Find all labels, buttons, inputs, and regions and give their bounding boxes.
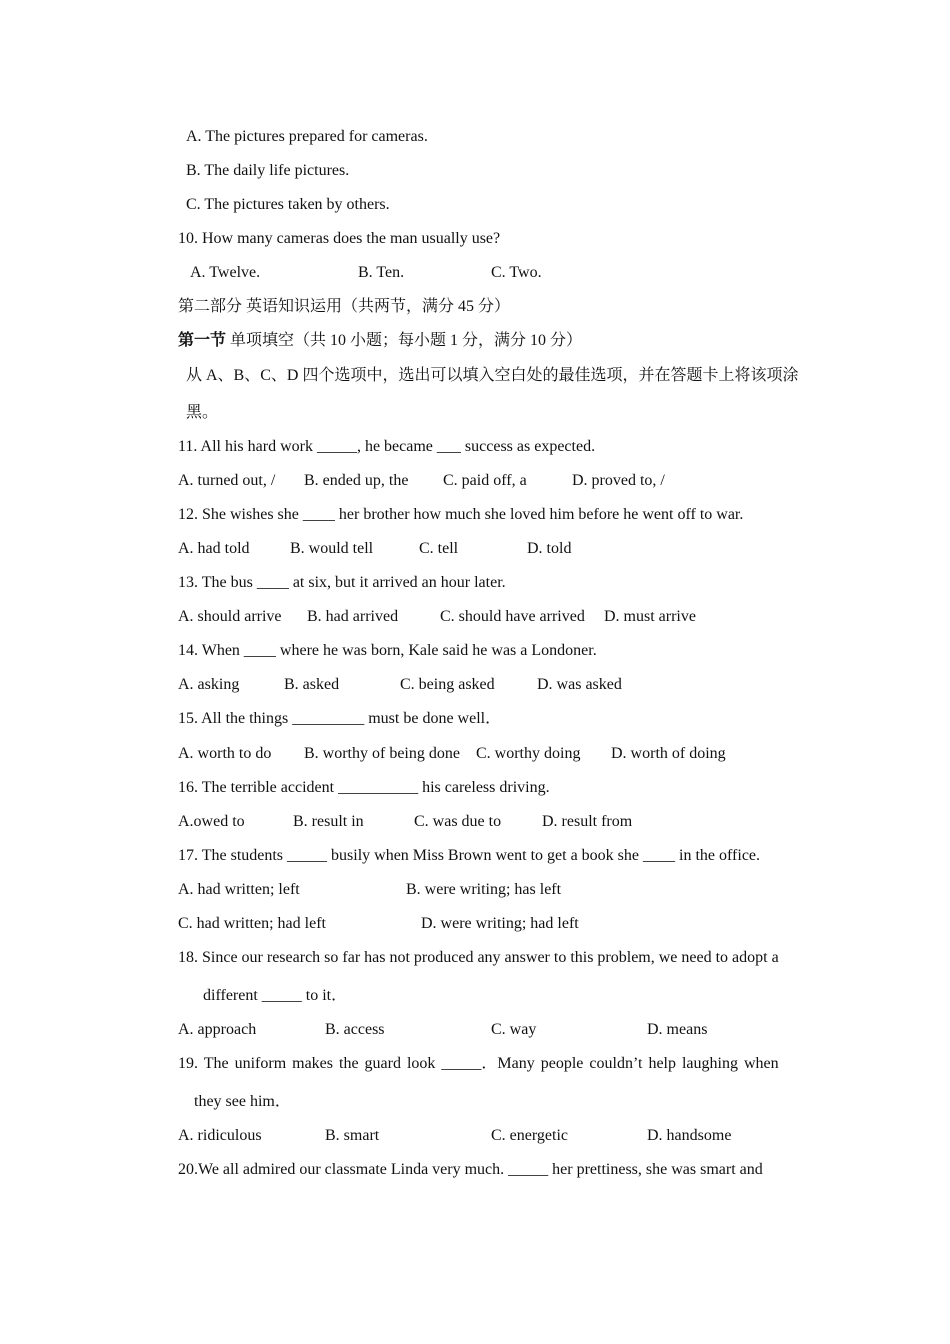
q20-stem: 20.We all admired our classmate Linda very much. _____ her prettiness, she was smart and [178,1161,763,1178]
q15-option-a: A. worth to do [178,745,272,762]
q10-option-c: C. Two. [491,264,542,281]
q14-option-d: D. was asked [537,676,622,693]
q10-stem: 10. How many cameras does the man usually use? [178,230,501,247]
q17-option-a: A. had written; left [178,881,300,898]
instruction-line-1: 从 A、B、C、D 四个选项中，选出可以填入空白处的最佳选项，并在答题卡上将该项涂 [186,367,799,384]
q16-option-c: C. was due to [414,813,502,830]
q14-option-b: B. asked [284,676,340,693]
q17-option-d: D. were writing; had left [421,915,579,932]
q15-stem: 15. All the things _________ must be done well． [178,710,502,727]
q14-option-a: A. asking [178,676,240,693]
q18-stem-cont: different _____ to it． [203,987,348,1004]
q17-stem: 17. The students _____ busily when Miss Brown went to get a book she ____ in the office. [178,847,761,864]
q12-option-a: A. had told [178,540,250,557]
q12-option-d: D. told [527,540,572,557]
q9-option-a: A. The pictures prepared for cameras. [186,128,428,145]
q16-option-a: A.owed to [178,813,245,830]
q12-option-c: C. tell [419,540,459,557]
q13-option-a: A. should arrive [178,608,282,625]
q13-stem: 13. The bus ____ at six, but it arrived an hour later. [178,574,506,591]
q16-stem: 16. The terrible accident __________ his careless driving. [178,779,550,796]
q16-option-d: D. result from [542,813,633,830]
q11-option-c: C. paid off, a [443,472,527,489]
q19-stem-cont: they see him． [194,1093,291,1110]
q14-stem: 14. When ____ where he was born, Kale said he was a Londoner. [178,642,597,659]
q13-option-b: B. had arrived [307,608,399,625]
q18-option-d: D. means [647,1021,708,1038]
q18-option-b: B. access [325,1021,385,1038]
q18-option-c: C. way [491,1021,537,1038]
part2-title: 第二部分 英语知识运用（共两节，满分 45 分） [178,298,511,315]
q11-option-b: B. ended up, the [304,472,409,489]
q13-option-d: D. must arrive [604,608,696,625]
instruction-line-2: 黑。 [186,404,219,421]
q15-option-b: B. worthy of being done [304,745,460,762]
q9-option-c: C. The pictures taken by others. [186,196,390,213]
q10-option-a: A. Twelve. [190,264,261,281]
q11-option-d: D. proved to, / [572,472,665,489]
q17-option-b: B. were writing; has left [406,881,562,898]
q14-option-c: C. being asked [400,676,495,693]
q19-option-b: B. smart [325,1127,380,1144]
q9-option-b: B. The daily life pictures. [186,162,350,179]
section1-label: 第一节 [178,332,227,349]
section1-heading [178,331,582,351]
q12-stem: 12. She wishes she ____ her brother how much she loved him before he went off to war. [178,506,744,523]
q19-option-a: A. ridiculous [178,1127,262,1144]
q12-option-b: B. would tell [290,540,374,557]
q10-option-b: B. Ten. [358,264,405,281]
q16-option-b: B. result in [293,813,364,830]
q18-stem: 18. Since our research so far has not produced any answer to this problem, we need to adopt a [178,949,779,966]
q19-option-d: D. handsome [647,1127,732,1144]
q11-option-a: A. turned out, / [178,472,276,489]
section1-desc: 单项填空（共 10 小题；每小题 1 分，满分 10 分） [230,332,583,349]
q15-option-d: D. worth of doing [611,745,726,762]
q15-option-c: C. worthy doing [476,745,581,762]
q19-stem: 19. The uniform makes the guard look _____．Many people couldn’t help laughing when [178,1055,779,1072]
q13-option-c: C. should have arrived [440,608,585,625]
q18-option-a: A. approach [178,1021,257,1038]
q19-option-c: C. energetic [491,1127,569,1144]
q11-stem: 11. All his hard work _____, he became ___ success as expected. [178,438,596,455]
q17-option-c: C. had written; had left [178,915,326,932]
